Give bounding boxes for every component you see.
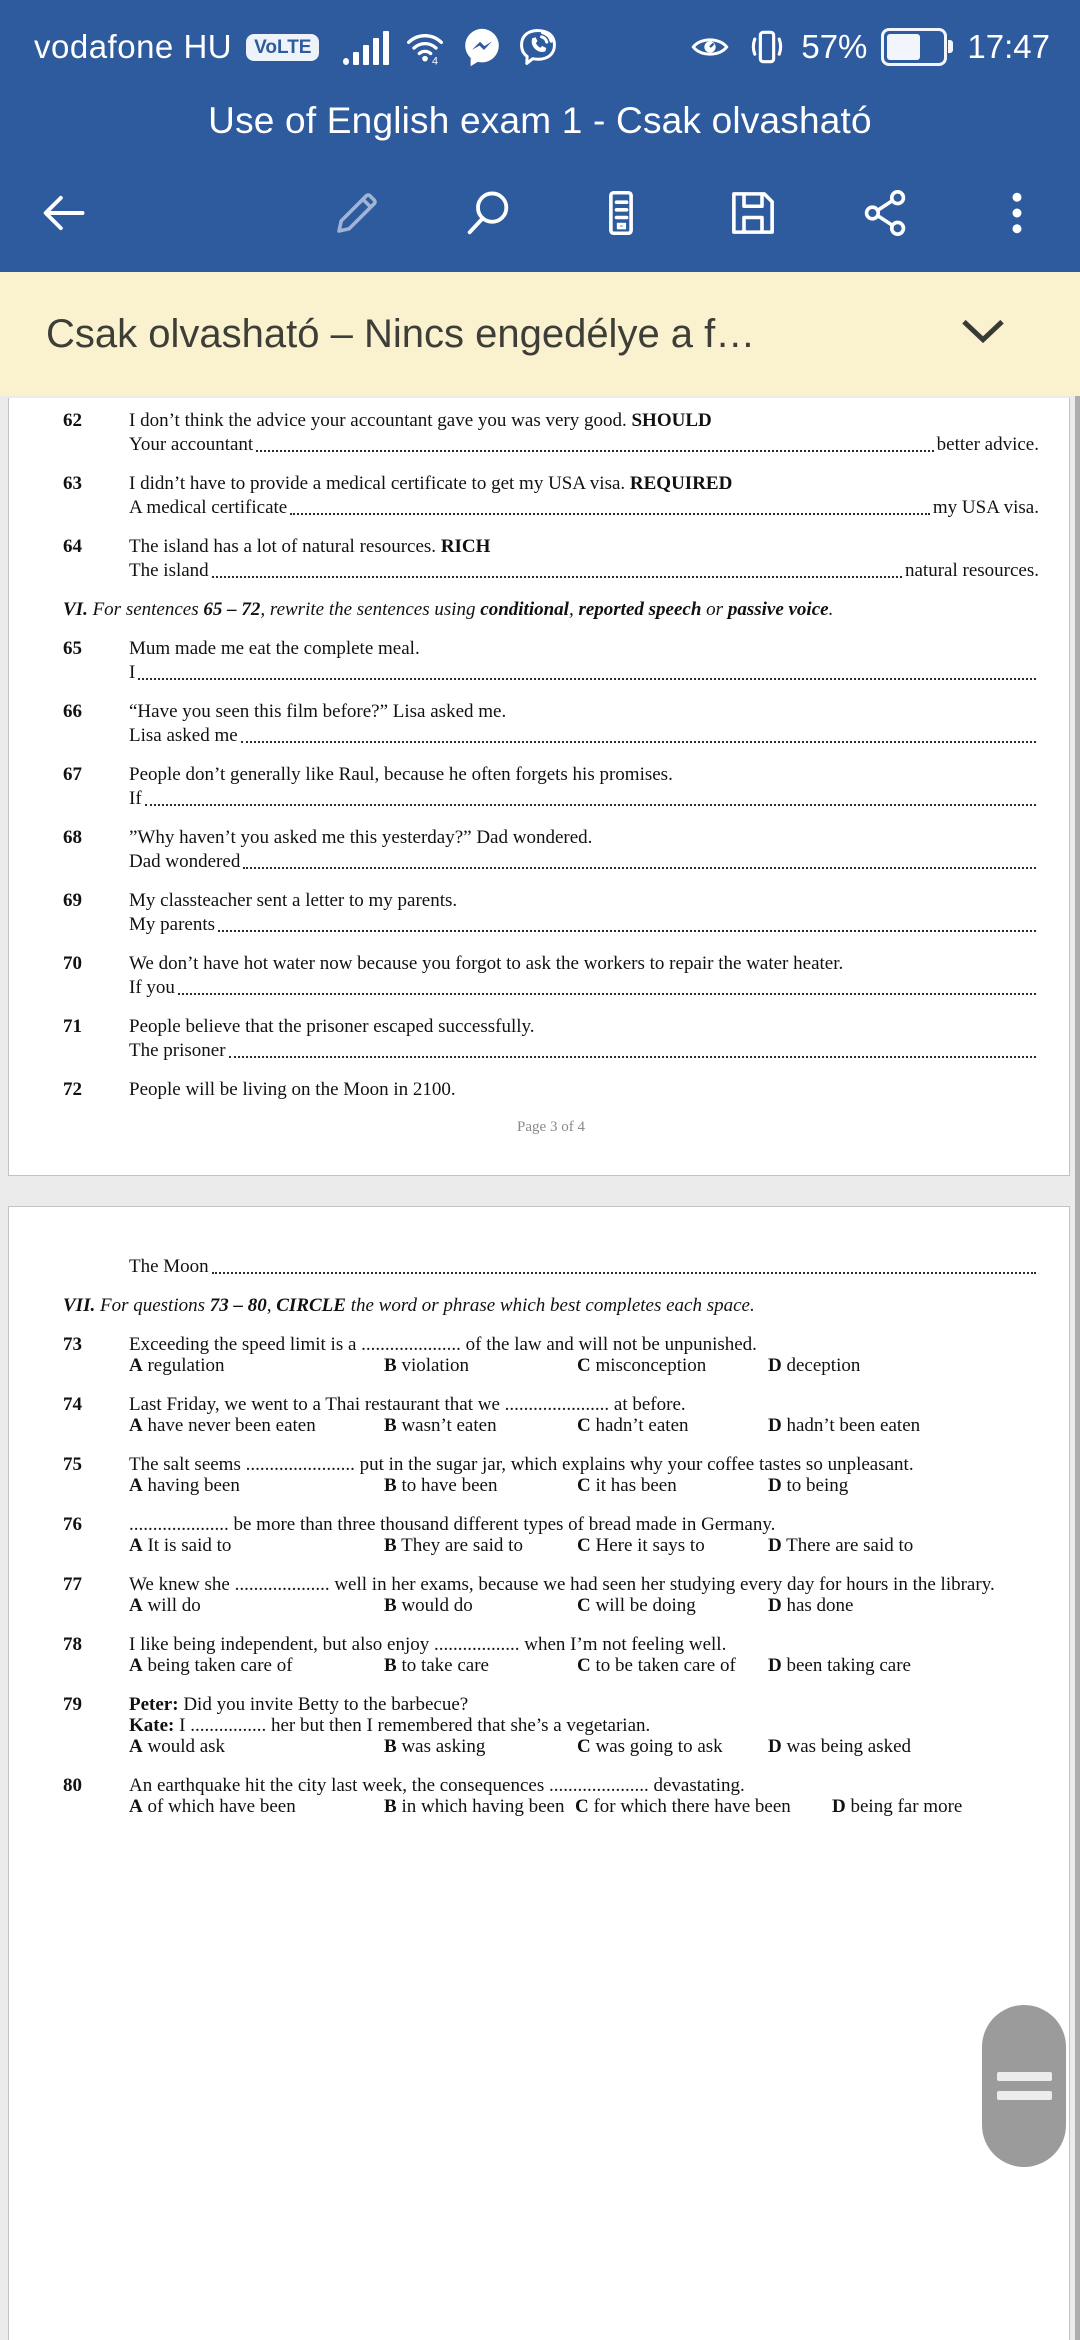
answer-line [129,557,1039,581]
answer-prefix: Dad wondered [129,851,241,872]
option-letter: C [577,1415,591,1436]
mc-question [63,1775,1039,1817]
text-segment: Peter: [129,1694,179,1715]
svg-text:4: 4 [432,55,439,67]
document-title: Use of English exam 1 - Csak olvasható [208,100,872,141]
status-right [687,26,1050,68]
question-text [129,1394,1039,1415]
text-segment: , [568,599,579,620]
text-segment: Did you invite Betty to the barbecue? [178,1694,469,1715]
option-c: C was going to ask [577,1736,723,1757]
question-text [129,1634,1039,1655]
question-number: 73 [63,1334,82,1355]
question-item [63,1016,1039,1061]
option-letter: C [575,1796,589,1817]
option-a: A being taken care of [129,1655,293,1676]
eye-comfort-icon [687,27,733,67]
text-segment: CIRCLE [276,1295,346,1316]
option-b: B wasn’t eaten [384,1415,497,1436]
option-letter: A [129,1595,143,1616]
answer-line [129,785,1039,809]
option-letter: B [384,1355,397,1376]
question-number: 62 [63,410,82,431]
dotted-blank [241,722,1036,743]
option-d: D was being asked [768,1736,912,1757]
share-icon [858,186,912,240]
text-segment: VII. [63,1295,96,1316]
text-segment: “Have you seen this film before?” Lisa asked me. [129,701,507,722]
option-d: D been taking care [768,1655,911,1676]
search-icon [462,186,516,240]
option-b: B to take care [384,1655,489,1676]
option-c: C it has been [577,1475,677,1496]
text-segment: The salt seems ....................... put in the sugar jar, which explains why your coffee tastes so unpleasant. [129,1454,914,1475]
option-a: A It is said to [129,1535,232,1556]
dotted-blank [178,974,1036,995]
question-text [129,536,1039,557]
text-segment: . [828,599,834,620]
mc-question [63,1454,1039,1496]
option-letter: D [768,1655,782,1676]
readonly-banner[interactable] [0,272,1080,396]
dotted-blank [212,557,902,578]
question-number: 70 [63,953,82,974]
battery-icon [881,28,947,66]
question-body [129,701,1039,746]
option-c: C hadn’t eaten [577,1415,689,1436]
scrollbar[interactable] [1075,396,1080,2340]
viber-icon [517,26,559,68]
option-letter: D [768,1415,782,1436]
question-body [129,1253,1039,1277]
option-b: B to have been [384,1475,498,1496]
question-body [129,1574,1039,1616]
option-d: D deception [768,1355,861,1376]
document-viewport[interactable] [0,396,1080,2340]
option-letter: C [577,1655,591,1676]
text-segment: 73 – 80 [209,1295,267,1316]
vibrate-icon [745,26,789,68]
answer-line [129,659,1039,683]
option-d: D has done [768,1595,854,1616]
toolbar-actions [330,186,1044,240]
text-segment: For sentences [87,599,204,620]
text-segment: REQUIRED [629,473,733,494]
question-item [63,410,1039,455]
question-body [129,410,1039,455]
option-letter: A [129,1535,143,1556]
question-number: 72 [63,1079,82,1100]
question-body [129,1454,1039,1496]
section-heading [63,599,1039,620]
text-segment: Last Friday, we went to a Thai restaurant that we ...................... at before. [129,1394,686,1415]
text-segment: I like being independent, but also enjoy .................. when I’m not feeling well. [129,1634,727,1655]
dotted-blank [218,911,1036,932]
option-a: A would ask [129,1736,226,1757]
text-segment: the word or phrase which best completes each space. [345,1295,755,1316]
dotted-blank [256,431,933,452]
options-row [129,1796,1039,1817]
option-b: B violation [384,1355,469,1376]
options-row [129,1736,1039,1757]
share-button[interactable] [858,186,912,240]
question-body [129,890,1039,935]
wifi-icon [403,27,447,67]
status-bar [0,0,1080,88]
option-letter: C [577,1595,591,1616]
answer-suffix: my USA visa. [932,497,1039,518]
question-number: 63 [63,473,82,494]
option-b: B was asking [384,1736,486,1757]
answer-line [129,848,1039,872]
question-text [129,890,1039,911]
question-item [63,1079,1039,1100]
question-text [129,473,1039,494]
question-text [129,1454,1039,1475]
option-letter: B [384,1415,397,1436]
question-body [129,1079,1039,1100]
answer-line [129,1037,1039,1061]
answer-suffix: natural resources. [905,560,1039,581]
title-row [0,88,1080,154]
answer-prefix: I [129,662,136,683]
option-d: D to being [768,1475,849,1496]
option-c: C Here it says to [577,1535,705,1556]
option-letter: A [129,1475,143,1496]
answer-line [129,1253,1039,1277]
question-text [129,1334,1039,1355]
option-letter: D [768,1595,782,1616]
toolbar [0,154,1080,272]
text-segment: I don’t think the advice your accountant gave you was very good. [129,410,632,431]
option-letter: C [577,1355,591,1376]
question-body [129,473,1039,518]
question-text [129,701,1039,722]
option-letter: D [768,1535,782,1556]
option-a: A have never been eaten [129,1415,316,1436]
options-row [129,1415,1039,1436]
text-segment: , [266,1295,277,1316]
question-number: 69 [63,890,82,911]
mc-question [63,1694,1039,1757]
option-letter: B [384,1595,397,1616]
back-icon [37,187,89,239]
option-c: C will be doing [577,1595,696,1616]
text-segment: SHOULD [631,410,712,431]
dotted-blank [138,659,1036,680]
question-body [129,953,1039,998]
answer-suffix: better advice. [936,434,1039,455]
question-item [63,764,1039,809]
document-page-3 [8,398,1070,1176]
option-letter: C [577,1475,591,1496]
option-letter: A [129,1655,143,1676]
dotted-blank [243,848,1036,869]
text-segment: People don’t generally like Raul, because he often forgets his promises. [129,764,673,785]
option-c: C misconception [577,1355,707,1376]
question-number: 64 [63,536,82,557]
option-letter: B [384,1655,397,1676]
dotted-blank [145,785,1036,806]
question-body [129,1394,1039,1436]
save-icon [726,186,780,240]
answer-prefix: My parents [129,914,216,935]
section-heading [63,1295,1039,1316]
question-text [129,1574,1039,1595]
mobile-view-button[interactable] [594,186,648,240]
text-segment: VI. [63,599,88,620]
mc-question [63,1574,1039,1616]
answer-prefix: A medical certificate [129,497,288,518]
option-d: D being far more [832,1796,963,1817]
clock-label: 17:47 [967,28,1050,65]
options-row [129,1355,1039,1376]
option-letter: B [384,1796,397,1817]
answer-prefix: Lisa asked me [129,725,238,746]
option-a: A of which have been [129,1796,296,1817]
handle-grip-line [997,2072,1052,2081]
question-body [129,638,1039,683]
option-letter: A [129,1796,143,1817]
question-item [63,701,1039,746]
question-number: 80 [63,1775,82,1796]
option-d: D There are said to [768,1535,914,1556]
text-segment: Kate: [129,1715,175,1736]
status-left [34,26,559,68]
edit-icon [330,186,384,240]
text-segment: Mum made me eat the complete meal. [129,638,420,659]
question-number: 67 [63,764,82,785]
question-text [129,1694,1039,1715]
question-item [63,536,1039,581]
back-button[interactable] [36,186,90,240]
text-segment: , rewrite the sentences using [260,599,481,620]
question-number: 77 [63,1574,82,1595]
option-letter: D [768,1355,782,1376]
option-letter: A [129,1736,143,1757]
option-letter: D [768,1736,782,1757]
question-number: 78 [63,1634,82,1655]
question-number: 71 [63,1016,82,1037]
page-number-footer: Page 3 of 4 [517,1119,585,1135]
answer-prefix: The island [129,560,209,581]
document-page-4 [8,1206,1070,2340]
question-text [129,1016,1039,1037]
answer-prefix: The Moon [129,1256,209,1277]
question-item [63,1253,1039,1277]
option-letter: D [832,1796,846,1817]
question-body [129,1016,1039,1061]
options-row [129,1595,1039,1616]
text-segment: I didn’t have to provide a medical certificate to get my USA visa. [129,473,630,494]
battery-percent-label: 57% [801,28,868,65]
option-c: C for which there have been [575,1796,791,1817]
text-segment: We knew she .................... well in her exams, because we had seen her studying every day for hours in the library. [129,1574,995,1595]
question-number: 74 [63,1394,82,1415]
answer-prefix: The prisoner [129,1040,226,1061]
text-segment: Exceeding the speed limit is a ..................... of the law and will not be unpunished. [129,1334,757,1355]
fast-scroll-handle[interactable] [982,2005,1066,2167]
question-body [129,1334,1039,1376]
answer-prefix: If you [129,977,175,998]
question-text [129,638,1039,659]
question-number: 79 [63,1694,82,1715]
text-segment: reported speech [578,599,702,620]
question-item [63,638,1039,683]
question-body [129,1775,1039,1817]
answer-line [129,722,1039,746]
text-segment: or [701,599,728,620]
question-body [129,1634,1039,1676]
question-item [63,890,1039,935]
chevron-down-icon[interactable] [960,316,1006,353]
edit-button[interactable] [330,186,384,240]
overflow-menu-button[interactable] [990,186,1044,240]
options-row [129,1655,1039,1676]
option-letter: B [384,1535,397,1556]
option-a: A will do [129,1595,201,1616]
question-item [63,953,1039,998]
text-segment: 65 – 72 [203,599,261,620]
question-body [129,764,1039,809]
text-segment: My classteacher sent a letter to my parents. [129,890,458,911]
text-segment: ”Why haven’t you asked me this yesterday?” Dad wondered. [129,827,593,848]
options-row [129,1535,1039,1556]
option-letter: C [577,1535,591,1556]
text-segment: The island has a lot of natural resources. [129,536,441,557]
question-number: 66 [63,701,82,722]
mobile-view-icon [594,186,648,240]
dotted-blank [229,1037,1036,1058]
readonly-banner-text: Csak olvasható – Nincs engedélye a f… [46,311,756,356]
answer-line [129,431,1039,455]
answer-line [129,911,1039,935]
question-body [129,1694,1039,1757]
mc-question [63,1514,1039,1556]
mc-question [63,1394,1039,1436]
answer-line [129,974,1039,998]
page-4-content [9,1207,1069,1817]
question-text [129,1715,1039,1736]
option-b: B would do [384,1595,473,1616]
save-button[interactable] [726,186,780,240]
question-text [129,1514,1039,1535]
option-a: A having been [129,1475,240,1496]
messenger-icon [461,26,503,68]
overflow-menu-icon [990,186,1044,240]
option-letter: A [129,1415,143,1436]
option-letter: B [384,1475,397,1496]
option-d: D hadn’t been eaten [768,1415,921,1436]
search-button[interactable] [462,186,516,240]
question-number: 76 [63,1514,82,1535]
volte-badge: VoLTE [246,34,319,61]
question-body [129,1514,1039,1556]
question-body [129,827,1039,872]
option-letter: B [384,1736,397,1757]
question-text [129,1079,1039,1100]
question-text [129,953,1039,974]
text-segment: passive voice [727,599,829,620]
page-3-content [9,398,1069,1136]
signal-strength-icon [343,29,389,65]
question-text [129,410,1039,431]
question-number: 68 [63,827,82,848]
option-letter: A [129,1355,143,1376]
mc-question [63,1334,1039,1376]
question-text [129,1775,1039,1796]
option-c: C to be taken care of [577,1655,736,1676]
dotted-blank [212,1253,1036,1274]
text-segment: People will be living on the Moon in 2100. [129,1079,456,1100]
text-segment: RICH [440,536,491,557]
handle-grip-line [997,2091,1052,2100]
option-b: B They are said to [384,1535,523,1556]
question-body [129,536,1039,581]
answer-line [129,494,1039,518]
question-number: 75 [63,1454,82,1475]
question-number: 65 [63,638,82,659]
options-row [129,1475,1039,1496]
answer-prefix: If [129,788,142,809]
text-segment: I ................ her but then I remembered that she’s a vegetarian. [174,1715,651,1736]
dotted-blank [290,494,930,515]
option-letter: D [768,1475,782,1496]
text-segment: An earthquake hit the city last week, the consequences ..................... devastating. [129,1775,745,1796]
question-item [63,827,1039,872]
text-segment: For questions [95,1295,210,1316]
option-b: B in which having been [384,1796,565,1817]
carrier-label: vodafone HU [34,28,233,65]
question-number [63,1253,129,1277]
question-text [129,827,1039,848]
mc-question [63,1634,1039,1676]
app-header [0,0,1080,272]
answer-prefix: Your accountant [129,434,254,455]
question-item [63,473,1039,518]
text-segment: We don’t have hot water now because you forgot to ask the workers to repair the water heater. [129,953,844,974]
text-segment: conditional [480,599,569,620]
text-segment: ..................... be more than three thousand different types of bread made in Germany. [129,1514,776,1535]
question-text [129,764,1039,785]
option-a: A regulation [129,1355,225,1376]
option-letter: C [577,1736,591,1757]
text-segment: People believe that the prisoner escaped successfully. [129,1016,535,1037]
